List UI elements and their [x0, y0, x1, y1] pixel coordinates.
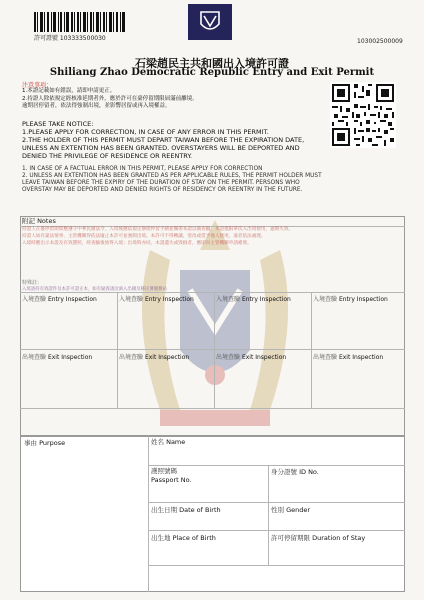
emblem-logo — [188, 4, 232, 40]
entry-inspection-cell: 入境查驗 Entry Inspection — [216, 296, 291, 303]
exit-inspection-cell: 出境查驗 Exit Inspection — [22, 354, 93, 361]
notice-en-heading: PLEASE TAKE NOTICE: — [22, 120, 94, 128]
notice-en-secondary-item: 1. IN CASE OF A FACTUAL ERROR IN THIS PERMIT, PLEASE APPLY FOR CORRECTION — [22, 166, 263, 172]
notes-inspection-frame — [20, 216, 405, 436]
remark-text: 入境請持有效證件及本許可證正本，如有疑義請洽詢入出國及移民署服務站 — [22, 287, 167, 292]
entry-inspection-cell: 入境查驗 Entry Inspection — [119, 296, 194, 303]
field-place-of-birth: 出生地 Place of Birth — [151, 534, 216, 542]
exit-inspection-cell: 出境查驗 Exit Inspection — [119, 354, 190, 361]
field-name: 姓名 Name — [151, 438, 186, 446]
field-purpose: 事由 Purpose — [24, 439, 66, 447]
field-duration-of-stay: 許可停留期限 Duration of Stay — [271, 534, 366, 542]
notice-en-item: 1.PLEASE APPLY FOR CORRECTION, IN CASE OF ANY ERROR IN THIS PERMIT. — [22, 128, 269, 136]
field-id-no: 身分證號 ID No. — [271, 468, 319, 476]
shield-icon — [188, 4, 232, 40]
field-gender: 性別 Gender — [271, 506, 311, 514]
qr-code — [330, 82, 396, 148]
notes-red-text: 持證人在臺停留期間應遵守中華民國法令，入境後應依規定辦理停留手續並攜帶本證以備查驗，本證僅限單次入出境使用，逾期失效。 持證人如有違法情事，主管機關得依法廢止本許可並強制出境。本許可不得轉讓、塗改或借予他人使用，違者依法處理。 入境時應出示本證及有效護照，經查驗後始得入境；出境時亦同。本證遺失或毀損者，應即向主管機關申請補發。 — [22, 227, 294, 246]
notes-label: 附記 Notes — [22, 217, 56, 225]
notice-zh-item: 1.本證記載如有錯誤，請即申請更正。 — [22, 88, 116, 94]
barcode — [34, 12, 126, 32]
entry-inspection-cell: 入境查驗 Entry Inspection — [22, 296, 97, 303]
entry-inspection-cell: 入境查驗 Entry Inspection — [313, 296, 388, 303]
notice-en-list — [22, 128, 318, 160]
remark-label: 特殊註： — [22, 280, 43, 286]
field-passport: 護照號碼 Passport No. — [151, 467, 192, 484]
permit-number: 許可證號 103333500030 — [34, 35, 106, 42]
notice-zh-item: 2.持證人除依規定經核准延期者外，應於許可在臺停留期限屆滿前離境。 — [22, 95, 198, 102]
serial-number: 103002500009 — [357, 38, 403, 45]
notice-zh-heading: 注意事項： — [22, 82, 53, 89]
notice-zh-item: 逾期居停留者，依法得強制出境，並影響居留或再入境權益。 — [22, 103, 171, 109]
title-english: Shiliang Zhao Democratic Republic Entry and Exit Permit — [49, 67, 375, 78]
holder-info-table — [20, 436, 405, 592]
exit-inspection-cell: 出境查驗 Exit Inspection — [313, 354, 384, 361]
notice-en-secondary-list — [22, 166, 322, 194]
title-chinese: 石梁趙民主共和國出入境許可證 — [135, 57, 289, 70]
notice-en-secondary-item: 2. UNLESS AN EXTENTION HAS BEEN GRANTED AS PER APPLICABLE RULES, THE PERMIT HOLDER MUST LEAVE TAIWAN BEFORE THE EXPIRY OF THE DURATION OF STAY ON THE PERMIT. PERSONS WHO OVERSTAY MAY BE DEPORTED AND DENIED RIGHTS OF RESIDENCY OR REENTRY IN THE FUTURE. — [22, 173, 322, 193]
exit-inspection-cell: 出境查驗 Exit Inspection — [216, 354, 287, 361]
notice-zh-list — [22, 88, 312, 111]
field-date-of-birth: 出生日期 Date of Birth — [151, 506, 221, 514]
notice-en-item: 2.THE HOLDER OF THIS PERMIT MUST DEPART TAIWAN BEFORE THE EXPIRATION DATE, UNLESS AN EXTENTION HAS BEEN GRANTED. OVERSTAYERS WILL BE DEPORTED AND DENIED THE PRIVILEGE OF RESIDENCE OR REENTRY. — [22, 136, 305, 160]
